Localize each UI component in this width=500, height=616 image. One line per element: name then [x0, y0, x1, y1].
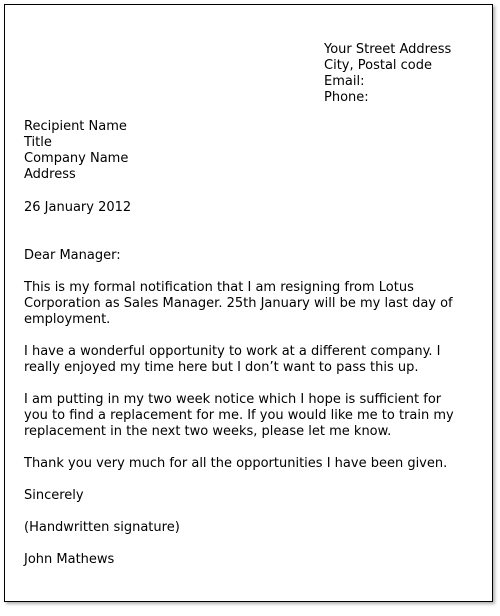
sender-city: City, Postal code: [324, 58, 433, 73]
greeting: Dear Manager:: [24, 248, 121, 263]
paragraph-line: employment.: [24, 312, 111, 327]
recipient-name: Recipient Name: [24, 119, 127, 134]
paragraph-line: I have a wonderful opportunity to work at a different company. I: [24, 344, 441, 359]
signer-name: John Mathews: [24, 552, 115, 567]
letter-date: 26 January 2012: [24, 200, 132, 215]
paragraph-line: Corporation as Sales Manager. 25th January will be my last day of: [24, 296, 453, 311]
paragraph-line: you to find a replacement for me. If you would like me to train my: [24, 408, 454, 423]
sender-email: Email:: [324, 74, 365, 89]
recipient-address-block: [24, 119, 128, 183]
paragraph-line: This is my formal notification that I am resigning from Lotus: [24, 280, 414, 295]
sender-address-block: [324, 42, 451, 106]
paragraph-2: [24, 344, 454, 376]
paragraph-1: [24, 280, 454, 328]
recipient-address: Address: [24, 167, 76, 182]
sender-phone: Phone:: [324, 90, 369, 105]
letter-page: [4, 4, 493, 602]
paragraph-line: Thank you very much for all the opportunities I have been given.: [24, 456, 448, 471]
paragraph-line: really enjoyed my time here but I don’t want to pass this up.: [24, 360, 419, 375]
paragraph-line: I am putting in my two week notice which I hope is sufficient for: [24, 392, 442, 407]
paragraph-line: replacement in the next two weeks, please let me know.: [24, 424, 392, 439]
sender-street: Your Street Address: [324, 42, 452, 57]
paragraph-3: [24, 392, 454, 440]
signature-note: (Handwritten signature): [24, 520, 180, 535]
closing: Sincerely: [24, 488, 84, 503]
paragraph-4: [24, 456, 454, 472]
letter-body: [24, 248, 454, 568]
recipient-company: Company Name: [24, 151, 129, 166]
recipient-title: Title: [24, 135, 52, 150]
